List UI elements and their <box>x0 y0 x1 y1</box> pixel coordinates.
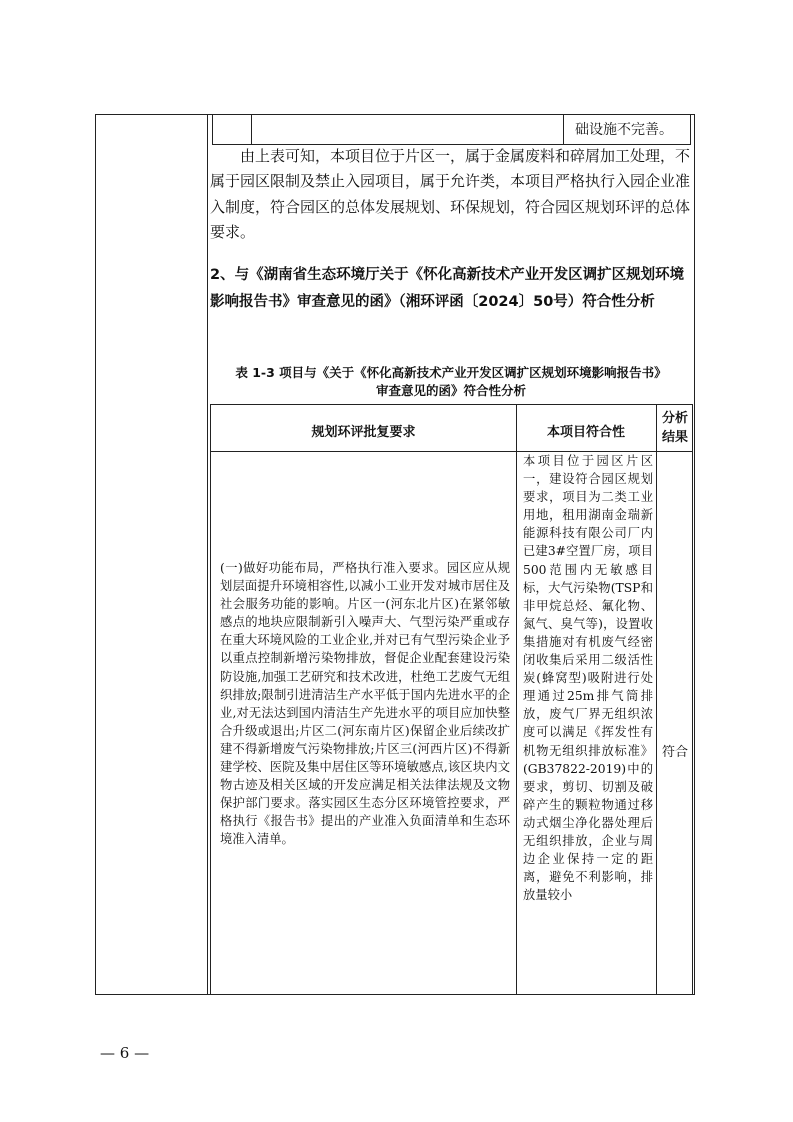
table-caption <box>210 364 692 400</box>
table-caption-line2: 审查意见的函》符合性分析 <box>375 383 526 398</box>
header-result: 分析结果 <box>661 411 688 445</box>
compliance-table <box>210 404 693 995</box>
conclusion-paragraph: 由上表可知，本项目位于片区一，属于金属废料和碎屑加工处理，不属于园区限制及禁止入园项目，属于允许类，本项目严格执行入园企业准入制度，符合园区的总体发展规划、环保规划，符合园区规划环评的总体要求。 <box>210 147 691 241</box>
section-heading: 2、与《湖南省生态环境厅关于《怀化高新技术产业开发区调扩区规划环境影响报告书》审查意见的函》（湘环评函〔2024〕50号）符合性分析 <box>210 267 685 310</box>
page-number: — 6 — <box>100 1044 150 1062</box>
header-requirement: 规划环评批复要求 <box>311 425 416 440</box>
header-compliance: 本项目符合性 <box>546 425 625 440</box>
previous-table-tail <box>212 114 691 145</box>
previous-table-cell: 础设施不完善。 <box>575 122 673 138</box>
frame-divider <box>207 115 208 994</box>
compliance-cell: 本项目位于园区片区一，建设符合园区规划要求，项目为二类工业用地，租用湖南金瑞新能源科技有限公司厂内已建3#空置厂房，项目500范围内无敏感目标，大气污染物(TSP和非甲烷总烃、氟化物、氮气、臭气等)，设置收集措施对有机废气经密闭收集后采用二级活性炭(蜂窝型)吸附进行处理通过25m排气筒排放，废气厂界无组织浓度可以满足《挥发性有机物无组织排放标准》(GB37822-2019)中的要求，剪切、切割及破碎产生的颗粒物通过移动式烟尘净化器处理后无组织排放，企业与周边企业保持一定的距离，避免不利影响，排放量较小 <box>523 454 653 903</box>
requirement-cell: (一)做好功能布局，严格执行准入要求。园区应从规划层面提升环境相容性,以减小工业开发对城市居住及社会服务功能的影响。片区一(河东北片区)在紧邻敏感点的地块应限制新引入噪声大、气型污染严重或存在重大环境风险的工业企业,并对已有气型污染企业予以重点控制新增污染物排放，督促企业配套建设污染防设施,加强工艺研究和技术改进，杜绝工艺废气无组织排放;限制引进清洁生产水平低于国内先进水平的企业,对无法达到国内清洁生产先进水平的项目应加快整合升级或退出;片区二(河东南片区)保留企业后续改扩建不得新增废气污染物排放;片区三(河西片区)不得新建学校、医院及集中居住区等环境敏感点,该区块内文物古迹及相关区域的开发应满足相关法律法规及文物保护部门要求。落实园区生态分区环境管控要求，严格执行《报告书》提出的产业准入负面清单和生态环境准入清单。 <box>220 561 510 847</box>
result-cell: 符合 <box>661 745 688 760</box>
table-caption-line1: 表 1-3 项目与《关于《怀化高新技术产业开发区调扩区规划环境影响报告书》 <box>235 365 667 380</box>
